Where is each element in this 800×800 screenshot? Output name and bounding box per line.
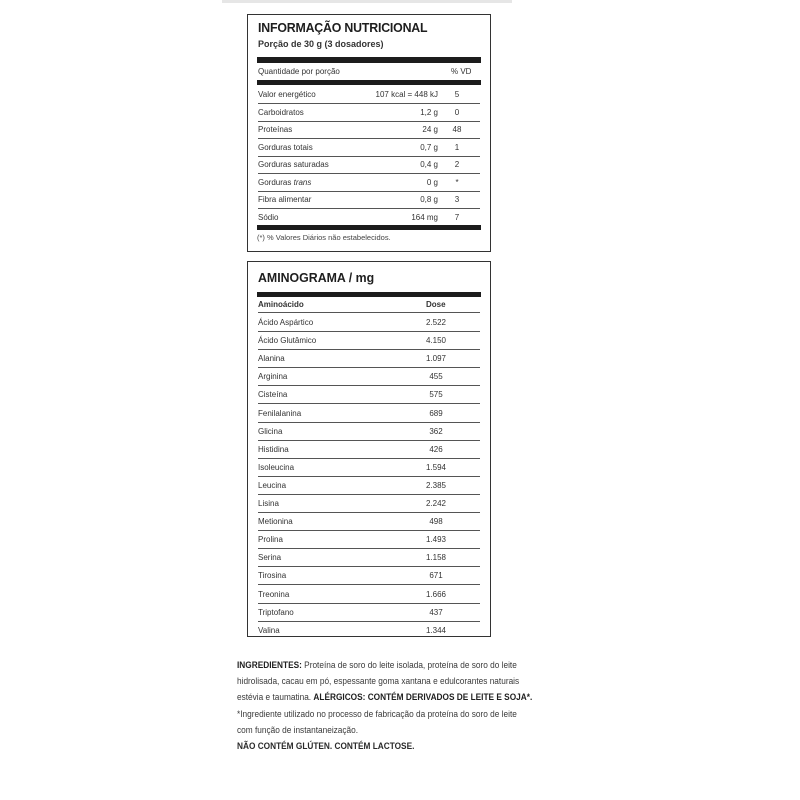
- aminoacid-dose: 437: [429, 607, 443, 617]
- nutrient-vd: 5: [454, 90, 460, 99]
- allergen-warning: ALÉRGICOS: CONTÉM DERIVADOS DE LEITE E SOJA*.: [313, 692, 533, 703]
- nutrition-row: [258, 121, 480, 139]
- aminogram-header: [258, 298, 480, 313]
- aminoacid-dose: 498: [429, 517, 443, 527]
- aminogram-row: [258, 548, 480, 567]
- nutrition-header: [258, 65, 480, 79]
- aminogram-row: [258, 494, 480, 513]
- aminoacid-dose: 689: [429, 408, 443, 418]
- aminoacid-dose: 1.097: [425, 354, 447, 364]
- nutrient-name: Valor energético: [258, 90, 316, 99]
- ingredients-label: INGREDIENTES:: [237, 660, 302, 670]
- aminoacid-name: Fenilalanina: [258, 408, 302, 418]
- aminoacid-name: Prolina: [258, 535, 283, 545]
- aminoacid-name: Leucina: [258, 480, 287, 490]
- nutrition-row: [258, 86, 480, 104]
- aminogram-title: AMINOGRAMA / mg: [258, 270, 375, 285]
- nutrient-name: Fibra alimentar: [258, 195, 312, 204]
- nutrition-facts-table: [247, 14, 491, 252]
- nutrient-amount: 24 g: [422, 125, 438, 134]
- aminogram-row: [258, 585, 480, 604]
- nutrient-name: Gorduras totais: [258, 142, 313, 152]
- header-quantity: Quantidade por porção: [258, 67, 340, 76]
- aminoacid-dose: 2.242: [425, 499, 447, 508]
- aminoacid-dose: 426: [429, 444, 443, 454]
- nutrient-amount: 0,8 g: [420, 195, 438, 204]
- aminoacid-name: Serina: [258, 553, 282, 563]
- aminoacid-name: Alanina: [258, 354, 285, 364]
- aminoacid-name: Treonina: [258, 589, 290, 599]
- aminoacid-dose: 455: [429, 372, 443, 382]
- aminoacid-name: Isoleucina: [258, 462, 295, 472]
- aminogram-row: [258, 331, 480, 350]
- nutrient-vd: 1: [454, 142, 460, 152]
- aminoacid-name: Histidina: [258, 444, 289, 454]
- nutrient-vd: 3: [454, 195, 460, 204]
- nutrient-name: Gorduras trans: [258, 177, 312, 187]
- nutrient-vd: 0: [454, 107, 460, 117]
- aminoacid-dose: 2.522: [425, 318, 447, 327]
- header-aminoacid: Aminoácido: [258, 300, 304, 309]
- ingredients-line-3: estévia e taumatina. ALÉRGICOS: CONTÉM DERIVADOS DE LEITE E SOJA*.: [237, 692, 533, 703]
- aminoacid-name: Tirosina: [258, 571, 287, 581]
- aminoacid-dose: 1.594: [425, 462, 447, 472]
- top-divider: [222, 0, 512, 3]
- aminoacid-name: Glicina: [258, 426, 283, 436]
- aminoacid-name: Cisteína: [258, 390, 288, 400]
- aminoacid-name: Ácido Glutâmico: [258, 336, 317, 346]
- nutrient-vd: 2: [454, 160, 460, 169]
- aminoacid-name: Metionina: [258, 517, 293, 527]
- aminoacid-name: Ácido Aspártico: [258, 318, 314, 327]
- ingredients-line-4: *Ingrediente utilizado no processo de fabricação da proteína do soro de leite: [237, 708, 517, 719]
- aminogram-row: [258, 621, 480, 639]
- nutrient-amount: 0,4 g: [420, 160, 438, 169]
- aminogram-row: [258, 512, 480, 531]
- aminoacid-dose: 1.666: [425, 589, 447, 599]
- nutrition-footnote: (*) % Valores Diários não estabelecidos.: [257, 233, 391, 242]
- aminoacid-dose: 2.385: [425, 480, 447, 490]
- aminogram-row: [258, 367, 480, 386]
- aminogram-row: [258, 603, 480, 622]
- nutrition-row: [258, 156, 480, 174]
- aminogram-row: [258, 385, 480, 404]
- portion-size: Porção de 30 g (3 dosadores): [258, 39, 384, 49]
- aminogram-row: [258, 404, 480, 423]
- aminogram-row: [258, 530, 480, 549]
- nutrient-name: Sódio: [258, 212, 279, 222]
- ingredients-text: [237, 657, 533, 754]
- nutrient-amount: 0,7 g: [420, 142, 438, 152]
- nutrition-row: [258, 209, 480, 226]
- nutrient-name: Proteínas: [258, 125, 293, 134]
- nutrition-title: INFORMAÇÃO NUTRICIONAL: [258, 20, 428, 35]
- aminoacid-dose: 671: [429, 571, 443, 581]
- nutrient-vd: *: [455, 177, 459, 187]
- nutrient-amount: 1,2 g: [420, 107, 438, 117]
- aminogram-row: [258, 476, 480, 495]
- nutrient-vd: 48: [452, 125, 462, 134]
- aminoacid-dose: 1.344: [425, 625, 447, 635]
- thick-divider: [257, 57, 481, 63]
- ingredients-line-6: NÃO CONTÉM GLÚTEN. CONTÉM LACTOSE.: [237, 741, 415, 752]
- header-dose: Dose: [426, 300, 446, 309]
- aminoacid-dose: 1.493: [425, 535, 447, 545]
- aminoacid-name: Arginina: [258, 372, 288, 382]
- ingredients-line-5: com função de instantaneização.: [237, 724, 359, 735]
- aminoacid-name: Valina: [258, 625, 280, 635]
- aminoacid-dose: 575: [429, 390, 443, 400]
- nutrition-row: [258, 174, 480, 192]
- nutrient-name: Carboidratos: [258, 107, 304, 117]
- aminogram-row: [258, 458, 480, 477]
- aminogram-row: [258, 313, 480, 332]
- nutrient-vd: 7: [454, 212, 460, 222]
- header-vd: % VD: [451, 67, 472, 76]
- nutrient-name: Gorduras saturadas: [258, 160, 329, 169]
- ingredients-line-1: INGREDIENTES: Proteína de soro do leite isolada, proteína de soro do leite: [237, 660, 517, 670]
- nutrition-row: [258, 104, 480, 122]
- aminogram-row: [258, 566, 480, 585]
- aminogram-row: [258, 349, 480, 368]
- aminogram-table: [247, 261, 491, 637]
- aminogram-row: [258, 440, 480, 459]
- thick-divider: [257, 225, 481, 230]
- thick-divider: [257, 292, 481, 297]
- nutrient-amount: 107 kcal = 448 kJ: [375, 90, 438, 99]
- aminoacid-dose: 362: [429, 426, 443, 436]
- aminoacid-name: Lisina: [258, 499, 279, 508]
- aminoacid-dose: 4.150: [425, 336, 447, 346]
- thick-divider: [257, 80, 481, 85]
- aminoacid-name: Triptofano: [258, 607, 294, 617]
- nutrition-row: [258, 191, 480, 209]
- ingredients-line-2: hidrolisada, cacau em pó, espessante goma xantana e edulcorantes naturais: [237, 676, 520, 687]
- aminogram-row: [258, 422, 480, 441]
- nutrient-amount: 164 mg: [411, 212, 438, 222]
- nutrition-row: [258, 139, 480, 157]
- aminoacid-dose: 1.158: [425, 553, 447, 563]
- nutrient-amount: 0 g: [426, 177, 438, 187]
